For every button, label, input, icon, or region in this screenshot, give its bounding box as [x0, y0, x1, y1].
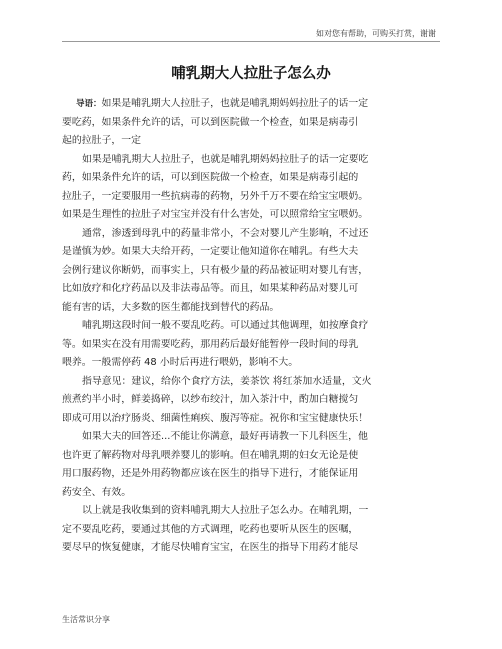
text-line: 起的拉肚子，一定 [62, 135, 142, 146]
text-line: 用口服药物，还是外用药物都应该在医生的指导下进行，才能保证用 [62, 468, 359, 479]
lead-line [62, 95, 442, 114]
document-body [62, 95, 442, 558]
text-line: 如果是生理性的拉肚子对宝宝并没有什么害处，可以照常给宝宝喂奶。 [62, 209, 369, 220]
text-line: 煎煮约半小时，鲜姜捣碎，以纱布绞汁，加入茶汁中，酌加白糖搅匀 [62, 394, 359, 405]
text-line: 定不要乱吃药，要通过其他的方式调理，吃药也要听从医生的医嘱， [62, 523, 359, 535]
text-line: 要吃药，如果条件允许的话，可以到医院做一个检查，如果是病毒引 [62, 116, 359, 128]
text-line: 要尽早的恢复健康，才能尽快哺育宝宝，在医生的指导下用药才能尽 [62, 542, 359, 553]
text-line: 以上就是我收集到的资料哺乳期大人拉肚子怎么办。在哺乳期，一 [82, 505, 369, 516]
text-line: 是谨慎为妙。如果大夫给开药，一定要让他知道你在哺乳。有些大夫 [62, 246, 359, 257]
text-line: 哺乳期这段时间一般不要乱吃药。可以通过其他调理，如按摩食疗 [82, 320, 369, 331]
text-line: 指导意见：建议，给你个食疗方法，姜茶饮 将红茶加水适量，文火 [82, 375, 372, 387]
text-line: 等。如果实在没有用需要吃药，那用药后最好能暂停一段时间的母乳 [62, 338, 359, 350]
text-line: 会例行建议你断奶，而事实上，只有极少量的药品被证明对婴儿有害， [62, 264, 369, 276]
text-line: 拉肚子，一定要服用一些抗病毒的药物，另外千万不要在给宝宝喂奶。 [62, 190, 369, 202]
text-line: 药安全、有效。 [62, 486, 132, 498]
header-divider [62, 41, 440, 42]
text-line: 如果是哺乳期大人拉肚子，也就是哺乳期妈妈拉肚子的话一定要吃 [82, 153, 369, 165]
text-line: 如果是哺乳期大人拉肚子，也就是哺乳期妈妈拉肚子的话一定 [101, 98, 369, 109]
header-note: 如对您有帮助，可购买打赏，谢谢 [316, 29, 436, 38]
text-line: 也许更了解药物对母乳喂养婴儿的影响。但在哺乳期的妇女无论是使 [62, 449, 359, 461]
text-line: 比如放疗和化疗药品以及非法毒品等。而且，如果某种药品对婴儿可 [62, 283, 359, 294]
text-line: 能有害的话，大多数的医生都能找到替代的药品。 [62, 301, 280, 313]
footer-note: 生活常识分享 [62, 615, 110, 624]
text-line: 喂养。一般需停药 48 小时后再进行喂奶，影响不大。 [62, 357, 299, 368]
lead-label: 导语： [76, 99, 102, 109]
text-line: 如果大夫的回答还...不能让你满意，最好再请教一下儿科医生，他 [82, 431, 368, 442]
document-title: 哺乳期大人拉肚子怎么办 [171, 66, 331, 82]
text-line: 药，如果条件允许的话，可以到医院做一个检查，如果是病毒引起的 [62, 172, 359, 183]
text-line: 通常，渗透到母乳中的药量非常小，不会对婴儿产生影响，不过还 [82, 227, 369, 239]
text-line: 即成可用以治疗肠炎、细菌性痢疾、腹泻等症。祝你和宝宝健康快乐！ [62, 412, 369, 424]
